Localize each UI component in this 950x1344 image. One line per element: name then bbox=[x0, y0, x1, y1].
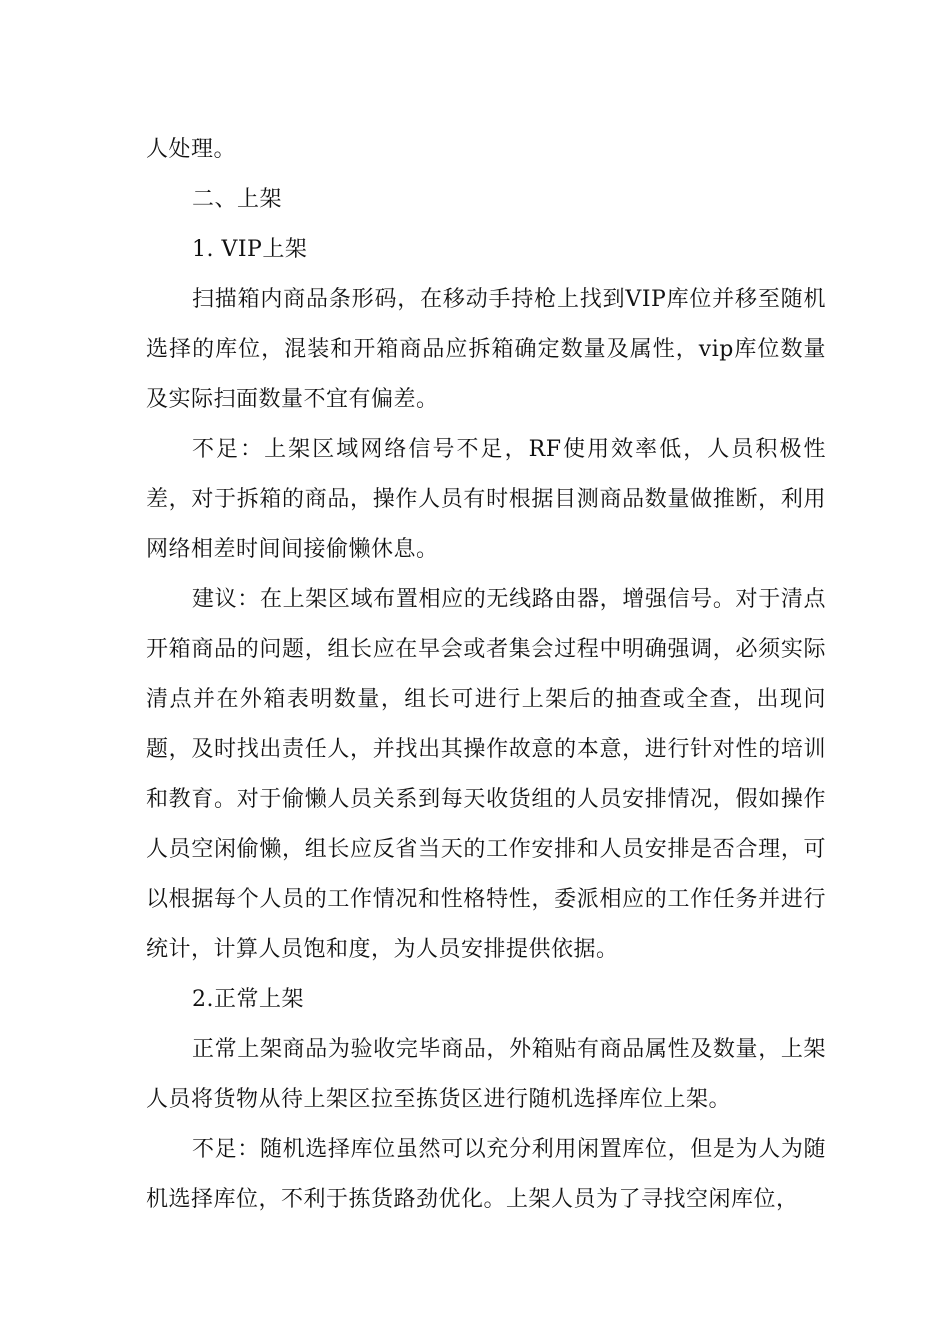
subheading-normal-shelving: 2.正常上架 bbox=[192, 987, 304, 1012]
paragraph-continuation: 人处理。 bbox=[146, 137, 237, 162]
paragraph-normal-shortcomings: 不足：随机选择库位虽然可以充分利用闲置库位，但是为人为随机选择库位，不利于拣货路劲优化。上架人员为了寻找空闲库位， bbox=[146, 1137, 826, 1212]
subheading-vip-shelving: 1. VIP上架 bbox=[192, 237, 308, 262]
section-heading-shelving: 二、上架 bbox=[192, 187, 283, 212]
paragraph-vip-suggestions: 建议：在上架区域布置相应的无线路由器，增强信号。对于清点开箱商品的问题，组长应在早会或者集会过程中明确强调，必须实际清点并在外箱表明数量，组长可进行上架后的抽查或全查，出现问题，及时找出责任人，并找出其操作故意的本意，进行针对性的培训和教育。对于偷懒人员关系到每天收货组的人员安排情况，假如操作人员空闲偷懒，组长应反省当天的工作安排和人员安排是否合理，可以根据每个人员的工作情况和性格特性，委派相应的工作任务并进行统计，计算人员饱和度，为人员安排提供依据。 bbox=[146, 587, 826, 962]
paragraph-normal-process: 正常上架商品为验收完毕商品，外箱贴有商品属性及数量，上架人员将货物从待上架区拉至拣货区进行随机选择库位上架。 bbox=[146, 1037, 826, 1112]
paragraph-vip-process: 扫描箱内商品条形码，在移动手持枪上找到VIP库位并移至随机选择的库位，混装和开箱商品应拆箱确定数量及属性，vip库位数量及实际扫面数量不宜有偏差。 bbox=[146, 287, 826, 412]
document-body bbox=[146, 125, 826, 1225]
paragraph-vip-shortcomings: 不足：上架区域网络信号不足，RF使用效率低，人员积极性差，对于拆箱的商品，操作人员有时根据目测商品数量做推断，利用网络相差时间间接偷懒休息。 bbox=[146, 437, 826, 562]
